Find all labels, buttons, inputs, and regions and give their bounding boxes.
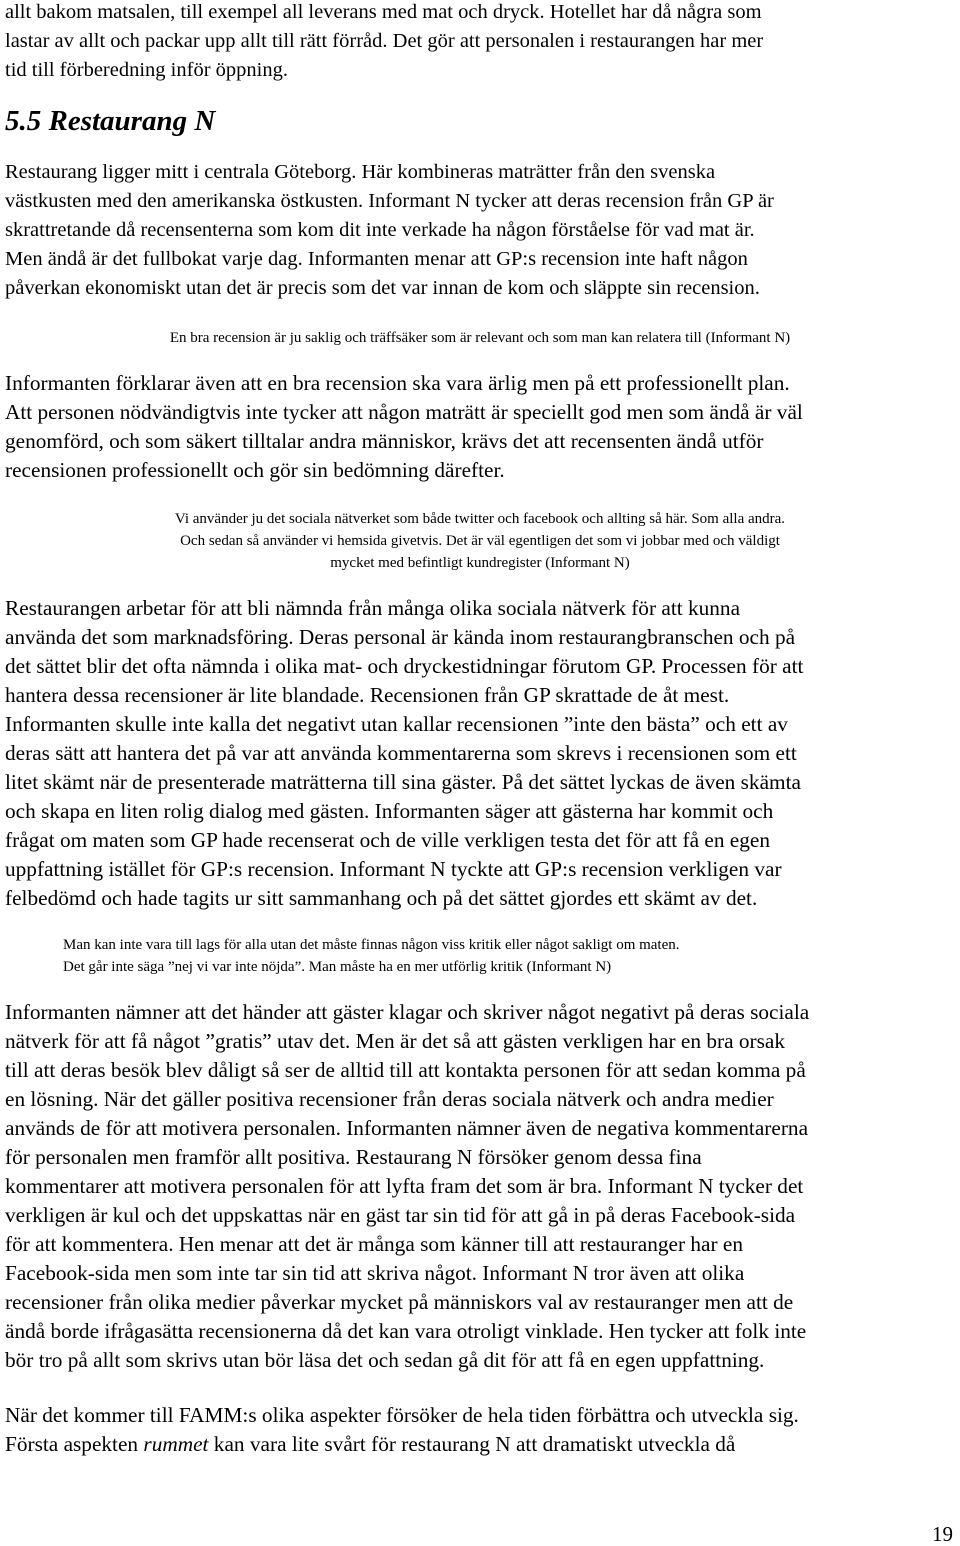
text-line: När det kommer till FAMM:s olika aspekter försöker de hela tiden förbättra och utveckla sig.: [5, 1403, 799, 1427]
text-line: ändå borde ifrågasätta recensionerna då det kan vara otroligt vinklade. Hen tycker att folk inte: [5, 1319, 807, 1343]
text-line: påverkan ekonomiskt utan det är precis som det var innan de kom och släppte sin recension.: [5, 277, 760, 299]
text-line: Att personen nödvändigtvis inte tycker att någon maträtt är speciellt god men som ändå är väl: [5, 400, 803, 424]
text-line: tid till förberedning inför öppning.: [5, 59, 288, 81]
paragraph-guest-feedback: [5, 998, 957, 1375]
text-line: Informanten nämner att det händer att gäster klagar och skriver något negativt på deras sociala: [5, 1000, 810, 1024]
text-line: Men ändå är det fullbokat varje dag. Informanten menar att GP:s recension inte haft någon: [5, 248, 748, 270]
paragraph-good-review: [5, 369, 957, 485]
text-line: västkusten med den amerikanska östkusten. Informant N tycker att deras recension från GP är: [5, 190, 774, 212]
text-line: uppfattning istället för GP:s recension. Informant N tyckte att GP:s recension verkligen var: [5, 857, 782, 881]
text-line: för att kommentera. Hen menar att det är många som känner till att restauranger har en: [5, 1232, 743, 1256]
text-line: recensionen professionellt och gör sin bedömning därefter.: [5, 458, 505, 482]
text-line: felbedömd och hade tagits ur sitt sammanhang och på det sättet gjordes ett skämt av det.: [5, 886, 758, 910]
interview-quote: [0, 508, 960, 574]
text-line: hantera dessa recensioner är lite blandade. Recensionen från GP skrattade de åt mest.: [5, 683, 730, 707]
text-line: till att deras besök blev dåligt så ser de alltid till att kontakta personen för att sedan komma på: [5, 1058, 806, 1082]
text-line: lastar av allt och packar upp allt till rätt förråd. Det gör att personalen i restaurangen har mer: [5, 30, 764, 52]
text-line: nätverk för att få något ”gratis” utav det. Men är det så att gästen verkligen har en bra orsak: [5, 1029, 785, 1053]
paragraph-social-networks: [5, 594, 957, 913]
text-line: skrattretande då recensenterna som kom dit inte verkade ha någon förståelse för vad mat är.: [5, 219, 755, 241]
page-number: 19: [932, 1522, 953, 1546]
text-run: Första aspekten: [5, 1432, 144, 1456]
text-line: genomförd, och som säkert tilltalar andra människor, krävs det att recensenten ändå utför: [5, 429, 764, 453]
quote-line: Det går inte säga ”nej vi var inte nöjda”. Man måste ha en mer utförlig kritik (Informant N): [63, 959, 612, 975]
text-line: verkligen är kul och det uppskattas när en gäst tar sin tid för att gå in på deras Facebook-sida: [5, 1203, 796, 1227]
text-line: kommentarer att motivera personalen för att lyfta fram det som är bra. Informant N tycker det: [5, 1174, 804, 1198]
text-line: används de för att motivera personalen. Informanten nämner även de negativa kommentarerna: [5, 1116, 809, 1140]
interview-quote: [0, 327, 960, 349]
quote-line: mycket med befintligt kundregister (Informant N): [330, 555, 630, 571]
quote-line: En bra recension är ju saklig och träffsäker som är relevant och som man kan relatera till (Informant N): [169, 330, 791, 346]
text-line: för personalen men framför allt positiva. Restaurang N försöker genom dessa fina: [5, 1145, 702, 1169]
text-line: [5, 1430, 957, 1459]
paragraph-famm-aspects: [5, 1401, 957, 1459]
text-line: en lösning. När det gäller positiva recensioner från deras sociala nätverk och andra medier: [5, 1087, 774, 1111]
text-line: allt bakom matsalen, till exempel all leverans med mat och dryck. Hotellet har då några som: [5, 1, 762, 23]
text-line: och skapa en liten rolig dialog med gästen. Informanten säger att gästerna har kommit och: [5, 799, 774, 823]
text-run: kan vara lite svårt för restaurang N att dramatiskt utveckla då: [208, 1432, 736, 1456]
text-line: Restaurangen arbetar för att bli nämnda från många olika sociala nätverk för att kunna: [5, 596, 741, 620]
text-line: använda det som marknadsföring. Deras personal är kända inom restaurangbranschen och på: [5, 625, 796, 649]
text-line: deras sätt att hantera det på var att använda kommentarerna som skrevs i recensionen som ett: [5, 741, 797, 765]
paragraph-restaurang-intro: [5, 158, 957, 303]
text-line: Facebook-sida men som inte tar sin tid att skriva något. Informant N tror även att olika: [5, 1261, 745, 1285]
intro-paragraph: [5, 0, 957, 85]
text-line: litet skämt när de presenterade maträtterna till sina gäster. På det sättet lyckas de även skämta: [5, 770, 801, 794]
interview-quote: [63, 934, 943, 978]
text-line: det sättet blir det ofta nämnda i olika mat- och dryckestidningar förutom GP. Processen för att: [5, 654, 804, 678]
quote-line: Man kan inte vara till lags för alla utan det måste finnas någon viss kritik eller något sakligt om maten.: [63, 937, 680, 953]
text-line: frågat om maten som GP hade recenserat och de ville verkligen testa det för att få en egen: [5, 828, 770, 852]
text-line: Informanten förklarar även att en bra recension ska vara ärlig men på ett professionellt plan.: [5, 371, 790, 395]
text-line: Restaurang ligger mitt i centrala Göteborg. Här kombineras maträtter från den svenska: [5, 161, 716, 183]
text-line: bör tro på allt som skrivs utan bör läsa det och sedan gå dit för att få en egen uppfattning.: [5, 1348, 765, 1372]
emphasized-term: rummet: [143, 1432, 209, 1456]
quote-line: Vi använder ju det sociala nätverket som både twitter och facebook och allting så här. Som alla andra.: [174, 511, 786, 527]
quote-line: Och sedan så använder vi hemsida givetvis. Det är väl egentligen det som vi jobbar med och väldigt: [180, 533, 780, 549]
text-line: recensioner från olika medier påverkar mycket på människors val av restauranger men att de: [5, 1290, 794, 1314]
text-line: Informanten skulle inte kalla det negativt utan kallar recensionen ”inte den bästa” och ett av: [5, 712, 788, 736]
section-heading: 5.5 Restaurang N: [5, 105, 216, 137]
